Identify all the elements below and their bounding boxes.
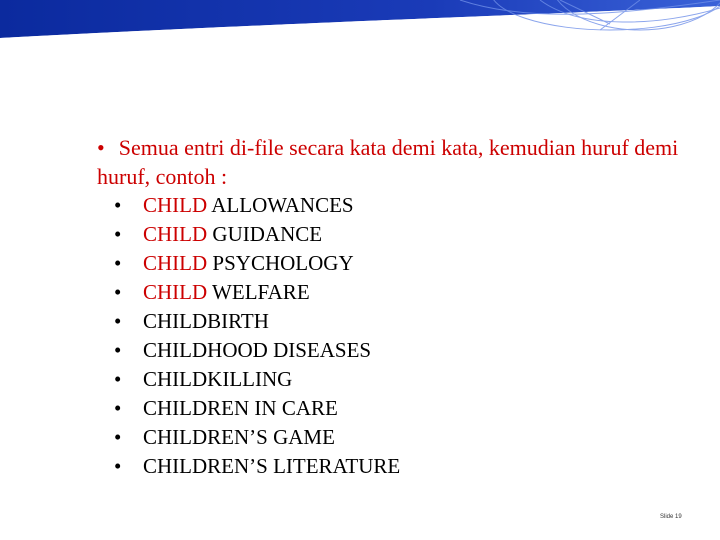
list-bullet: • — [114, 193, 122, 217]
entry-text: PSYCHOLOGY — [212, 251, 354, 275]
entry-text: CHILDBIRTH — [143, 309, 269, 333]
entry-prefix: CHILD — [143, 193, 208, 217]
entry-text: GUIDANCE — [212, 222, 323, 246]
entry-text: ALLOWANCES — [211, 193, 354, 217]
list-bullet: • — [114, 251, 122, 275]
list-bullet: • — [114, 454, 122, 478]
list-bullet: • — [114, 338, 122, 362]
list-bullet: • — [114, 309, 122, 333]
list-item — [97, 423, 697, 452]
intro-bullet: • — [97, 135, 105, 160]
list-item — [97, 191, 697, 220]
entry-text: CHILDHOOD DISEASES — [143, 338, 372, 362]
entry-text: WELFARE — [212, 280, 310, 304]
entry-list — [97, 191, 697, 481]
list-item — [97, 452, 697, 481]
entry-text: CHILDREN IN CARE — [143, 396, 338, 420]
list-item — [97, 249, 697, 278]
intro-text: Semua entri di-file secara kata demi kata, kemudian huruf demi huruf, contoh : — [97, 135, 679, 189]
list-bullet: • — [114, 222, 122, 246]
list-item — [97, 278, 697, 307]
list-bullet: • — [114, 425, 122, 449]
entry-prefix: CHILD — [143, 251, 208, 275]
list-item — [97, 365, 697, 394]
header-graphic — [0, 0, 720, 40]
list-item — [97, 394, 697, 423]
list-bullet: • — [114, 396, 122, 420]
list-bullet: • — [114, 280, 122, 304]
entry-prefix: CHILD — [143, 222, 208, 246]
list-item — [97, 336, 697, 365]
list-item — [97, 307, 697, 336]
list-item — [97, 220, 697, 249]
entry-text: CHILDREN’S GAME — [143, 425, 335, 449]
entry-text: CHILDKILLING — [143, 367, 293, 391]
entry-prefix: CHILD — [143, 280, 208, 304]
list-bullet: • — [114, 367, 122, 391]
intro-paragraph — [97, 133, 697, 191]
header-band — [0, 0, 720, 40]
slide-body — [97, 133, 697, 481]
slide-number: Slide 19 — [660, 514, 682, 520]
entry-text: CHILDREN’S LITERATURE — [143, 454, 401, 478]
